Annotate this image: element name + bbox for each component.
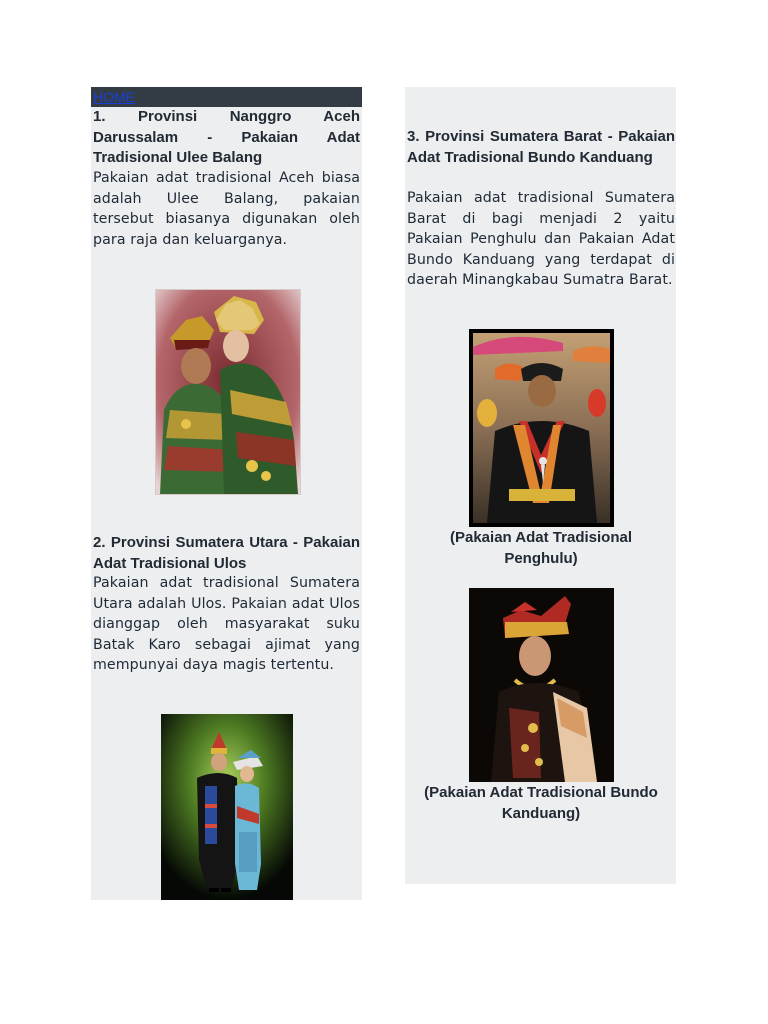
penghulu-photo — [469, 329, 614, 527]
ulos-couple-photo — [161, 714, 293, 900]
section3-heading: 3. Provinsi Sumatera Barat - Pakaian Adat Tradisional Bundo Kanduang — [407, 128, 675, 166]
section2-body: Pakaian adat tradisional Sumatera Utara adalah Ulos. Pakaian adat Ulos dianggap oleh masyarakat suku Batak Karo sebagai ajimat yang mempunyai daya magis tertentu. — [93, 575, 360, 673]
section3-body: Pakaian adat tradisional Sumatera Barat di bagi menjadi 2 yaitu Pakaian Penghulu dan Pakaian Adat Bundo Kanduang yang terdapat di daerah Minangkabau Sumatra Barat. — [407, 190, 675, 288]
section1-heading: 1. Provinsi Nanggro Aceh Darussalam - Pakaian Adat Tradisional Ulee Balang — [93, 108, 360, 166]
right-column — [405, 87, 676, 884]
bundo-kanduang-photo — [469, 588, 614, 782]
bundo-kanduang-caption: (Pakaian Adat Tradisional Bundo Kanduang) — [424, 784, 658, 822]
aceh-couple-photo — [155, 289, 301, 495]
home-link[interactable]: HOME — [93, 89, 135, 105]
penghulu-caption: (Pakaian Adat Tradisional Penghulu) — [450, 529, 632, 567]
section1-body: Pakaian adat tradisional Aceh biasa adalah Ulee Balang, pakaian tersebut biasanya digunakan oleh para raja dan keluarganya. — [93, 170, 360, 248]
left-column — [91, 87, 362, 900]
home-bar — [91, 87, 362, 107]
section2-heading: 2. Provinsi Sumatera Utara - Pakaian Adat Tradisional Ulos — [93, 534, 360, 572]
